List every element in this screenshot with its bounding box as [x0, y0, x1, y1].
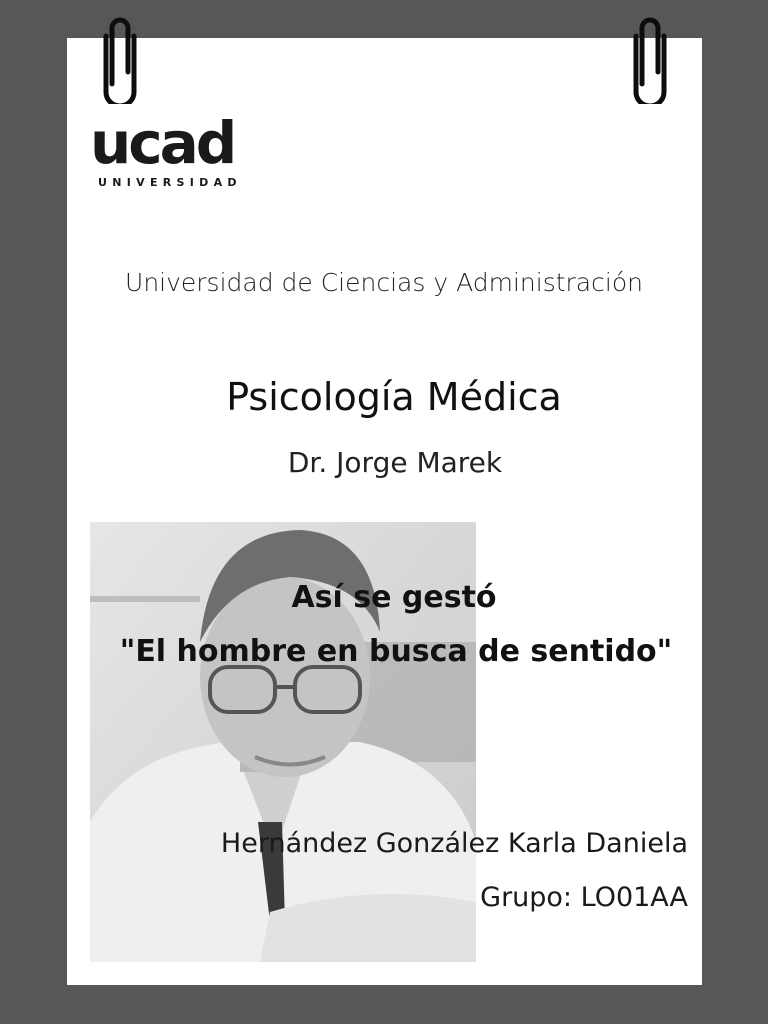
ucad-logo — [90, 109, 260, 194]
document-title-line2: "El hombre en busca de sentido" — [119, 634, 673, 669]
professor-name: Dr. Jorge Marek — [287, 446, 503, 479]
document-title-line1: Así se gestó — [291, 580, 497, 615]
group-label: Grupo: LO01AA — [480, 882, 688, 913]
paperclip-icon — [98, 14, 142, 104]
university-name: Universidad de Ciencias y Administración — [125, 268, 643, 297]
logo-wordmark: ucad — [90, 109, 235, 177]
course-title: Psicología Médica — [226, 375, 562, 419]
logo-subtitle: UNIVERSIDAD — [98, 176, 242, 189]
paperclip-icon — [628, 14, 672, 104]
student-name: Hernández González Karla Daniela — [220, 828, 688, 859]
